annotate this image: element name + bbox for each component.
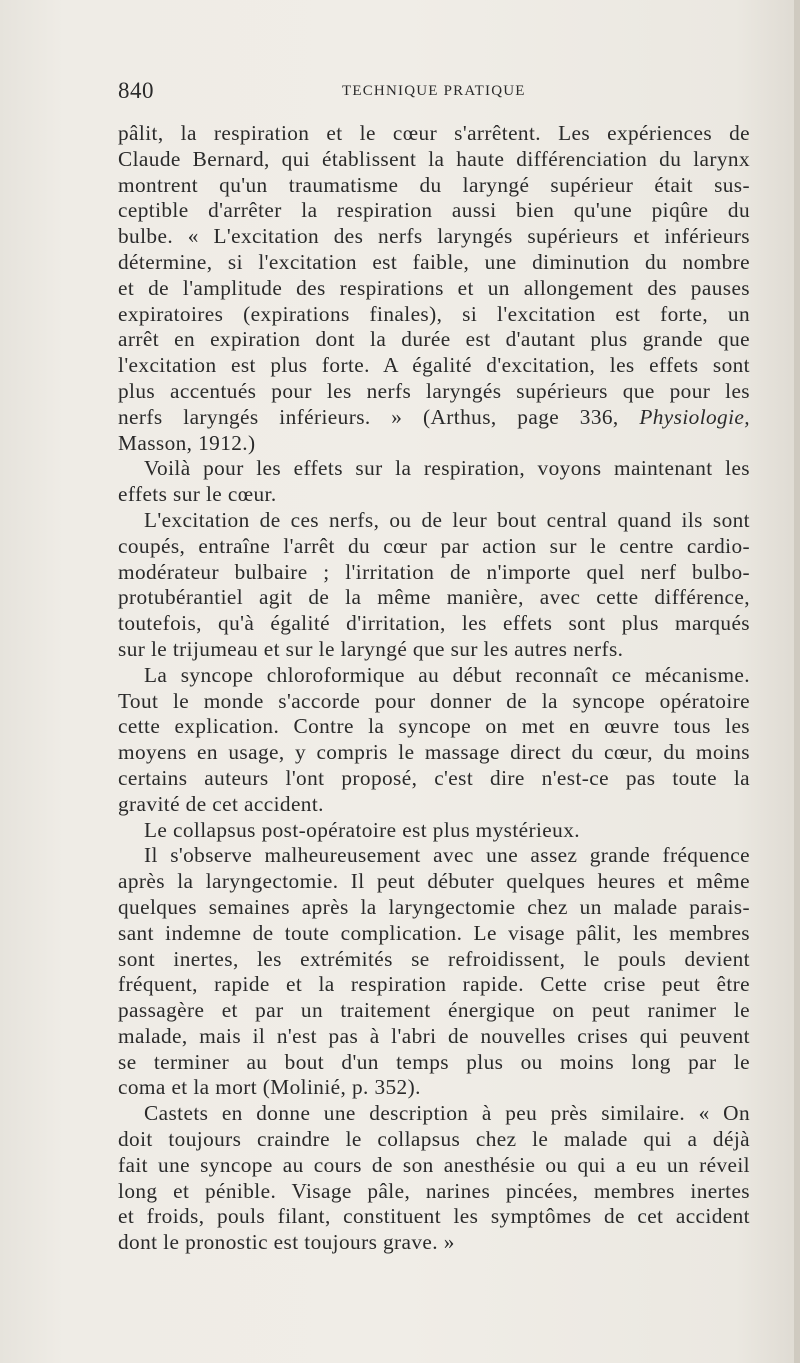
text-line: sant indemne de toute complication. Le visage pâlit, les membres <box>118 920 750 945</box>
text-line-with-reference <box>118 405 750 431</box>
text-line: long et pénible. Visage pâle, narines pincées, membres inertes <box>118 1178 750 1203</box>
page-number: 840 <box>118 78 154 103</box>
text-line: et froids, pouls filant, constituent les symptômes de cet accident <box>118 1204 750 1229</box>
paragraph <box>118 663 750 818</box>
text-line: plus accentués pour les nerfs laryngés supérieurs que pour les <box>118 378 750 403</box>
text-line: Claude Bernard, qui établissent la haute différenciation du larynx <box>118 146 750 171</box>
text-line: La syncope chloroformique au début reconnaît ce mécanisme. <box>144 662 750 687</box>
text-line: effets sur le cœur. <box>118 482 277 507</box>
text-line: et de l'amplitude des respirations et un allongement des pauses <box>118 275 750 300</box>
text-line: pâlit, la respiration et le cœur s'arrêtent. Les expériences de <box>118 121 750 145</box>
text-line: L'excitation de ces nerfs, ou de leur bout central quand ils sont <box>144 507 750 532</box>
text-line: passagère et par un traitement énergique on peut ranimer le <box>118 998 750 1023</box>
text-line: malade, mais il n'est pas à l'abri de nouvelles crises qui peuvent <box>118 1023 750 1048</box>
citation-title: Physiologie, <box>639 404 750 429</box>
paragraph <box>118 843 750 1101</box>
text-line: moyens en usage, y compris le massage direct du cœur, du moins <box>118 740 750 765</box>
text-line: ceptible d'arrêter la respiration aussi bien qu'une piqûre du <box>118 198 750 223</box>
page-header <box>118 78 748 108</box>
text-line: Masson, 1912.) <box>118 430 256 455</box>
text-line: modérateur bulbaire ; l'irritation de n'importe quel nerf bulbo- <box>118 559 750 584</box>
text-line: dont le pronostic est toujours grave. » <box>118 1230 455 1255</box>
text-line: coupés, entraîne l'arrêt du cœur par action sur le centre cardio- <box>118 533 750 558</box>
text-line: sont inertes, les extrémités se refroidissent, le pouls devient <box>118 946 750 971</box>
text-line: Il s'observe malheureusement avec une assez grande fréquence <box>144 843 750 868</box>
text-line: coma et la mort (Molinié, p. 352). <box>118 1075 421 1100</box>
text-line: l'excitation est plus forte. A égalité d'excitation, les effets sont <box>118 353 750 378</box>
page-edge-shadow <box>794 0 800 1363</box>
body-text <box>118 121 750 1256</box>
text-line: bulbe. « L'excitation des nerfs laryngés supérieurs et inférieurs <box>118 224 750 249</box>
text-line: quelques semaines après la laryngectomie chez un malade parais- <box>118 894 750 919</box>
text-line: fréquent, rapide et la respiration rapide. Cette crise peut être <box>118 972 750 997</box>
paragraph-continuation <box>118 121 750 456</box>
text-line: après la laryngectomie. Il peut débuter quelques heures et même <box>118 869 750 894</box>
citation-text: nerfs laryngés inférieurs. » (Arthus, page 336, <box>118 404 640 429</box>
text-line: Tout le monde s'accorde pour donner de la syncope opératoire <box>118 688 750 713</box>
paragraph <box>118 456 750 508</box>
text-line: arrêt en expiration dont la durée est d'autant plus grande que <box>118 327 750 352</box>
text-line: détermine, si l'excitation est faible, une diminution du nombre <box>118 249 750 274</box>
paragraph <box>118 818 750 844</box>
text-line: fait une syncope au cours de son anesthésie ou qui a eu un réveil <box>118 1152 750 1177</box>
paragraph <box>118 1101 750 1256</box>
running-title: TECHNIQUE PRATIQUE <box>342 83 526 99</box>
text-line: montrent qu'un traumatisme du laryngé supérieur était sus- <box>118 172 750 197</box>
text-line: toutefois, qu'à égalité d'irritation, les effets sont plus marqués <box>118 611 750 636</box>
text-line: gravité de cet accident. <box>118 791 324 816</box>
text-line: Castets en donne une description à peu près similaire. « On <box>144 1101 750 1126</box>
text-line: cette explication. Contre la syncope on met en œuvre tous les <box>118 714 750 739</box>
paragraph <box>118 508 750 663</box>
text-line: doit toujours craindre le collapsus chez le malade qui a déjà <box>118 1127 750 1152</box>
text-line: protubérantiel agit de la même manière, avec cette différence, <box>118 585 750 610</box>
text-line: sur le trijumeau et sur le laryngé que sur les autres nerfs. <box>118 636 624 661</box>
text-line: certains auteurs l'ont proposé, c'est dire n'est-ce pas toute la <box>118 765 750 790</box>
text-line: Voilà pour les effets sur la respiration, voyons maintenant les <box>144 456 750 481</box>
text-line: expiratoires (expirations finales), si l'excitation est forte, un <box>118 301 750 326</box>
text-line: se terminer au bout d'un temps plus ou moins long par le <box>118 1049 750 1074</box>
text-line: Le collapsus post-opératoire est plus mystérieux. <box>144 817 580 842</box>
